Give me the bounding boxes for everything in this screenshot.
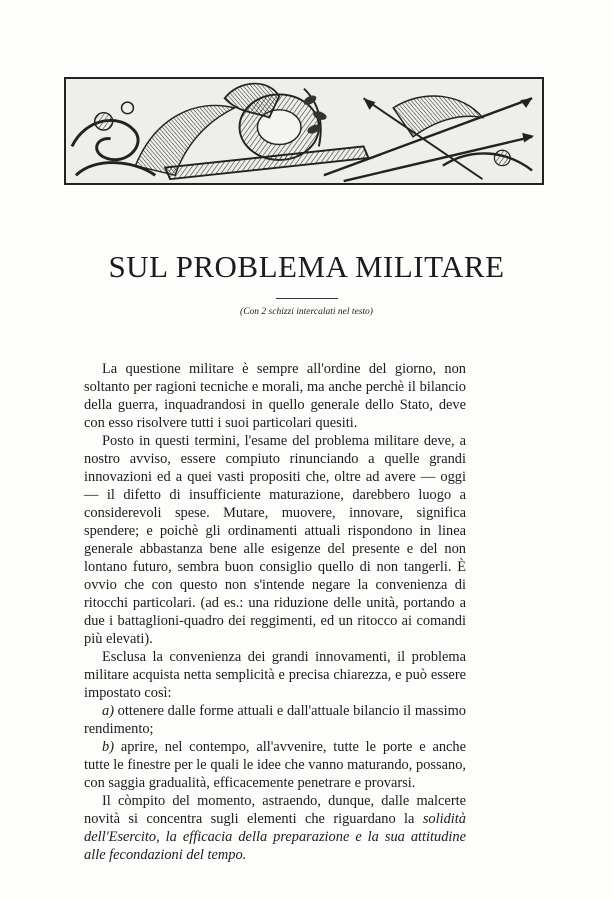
body-text: [84, 360, 466, 864]
page-title: SUL PROBLEMA MILITARE: [108, 249, 505, 284]
title-rule: [276, 298, 338, 299]
paragraph: [84, 792, 466, 864]
list-item: [84, 702, 466, 738]
subtitle: (Con 2 schizzi intercalati nel testo): [240, 307, 373, 317]
list-item-label: b): [102, 739, 114, 755]
list-item-label: a): [102, 703, 114, 719]
paragraph: Esclusa la convenienza dei grandi innovamenti, il problema militare acquista netta semplicità e precisa chiarezza, e può essere impostato così:: [84, 649, 466, 701]
paragraph: Posto in questi termini, l'esame del problema militare deve, a nostro avviso, essere compiuto rinunciando a quelle grandi innovazioni ed a quei vasti propositi che, oltre ad avere — oggi — il difetto di insufficiente maturazione, darebbero luogo a considerevoli spese. Mutare, muovere, innovare, significa spendere; e poichè gli ordinamenti attuali rispondono in linea generale abbastanza bene alle esigenze del presente e del non lontano futuro, sembra buon consiglio quello di non tangerli. È ovvio che con questo non s'intende negare la convenienza di ritocchi particolari. (ad es.: una riduzione delle unità, portando a due i battaglioni-quadro dei reggimenti, ed un ritocco ai comandi più elevati).: [84, 433, 466, 647]
paragraph: La questione militare è sempre all'ordine del giorno, non soltanto per ragioni tecniche e morali, ma anche perchè il bilancio della guerra, inquadrandosi in quello generale dello Stato, deve con esso risolvere tutti i suoi particolari quesiti.: [84, 361, 466, 431]
paragraph-italic: solidità dell'Esercito, la efficacia della preparazione e la sua attitudine alle fecondazioni del tempo.: [84, 811, 466, 863]
paragraph-lead: Il còmpito del momento, astraendo, dunque, dalle malcerte novità si concentra sugli elementi che riguardano la: [84, 793, 466, 827]
trophy-of-arms-illustration: [66, 79, 542, 183]
list-item: [84, 738, 466, 792]
decorative-headpiece: [64, 77, 544, 185]
list-item-text: ottenere dalle forme attuali e dall'attuale bilancio il massimo rendimento;: [84, 703, 466, 737]
list-item-text: aprire, nel contempo, all'avvenire, tutte le porte e anche tutte le finestre per le quali le idee che vanno maturando, possano, con saggia gradualità, efficacemente penetrare e provarsi.: [84, 739, 466, 791]
